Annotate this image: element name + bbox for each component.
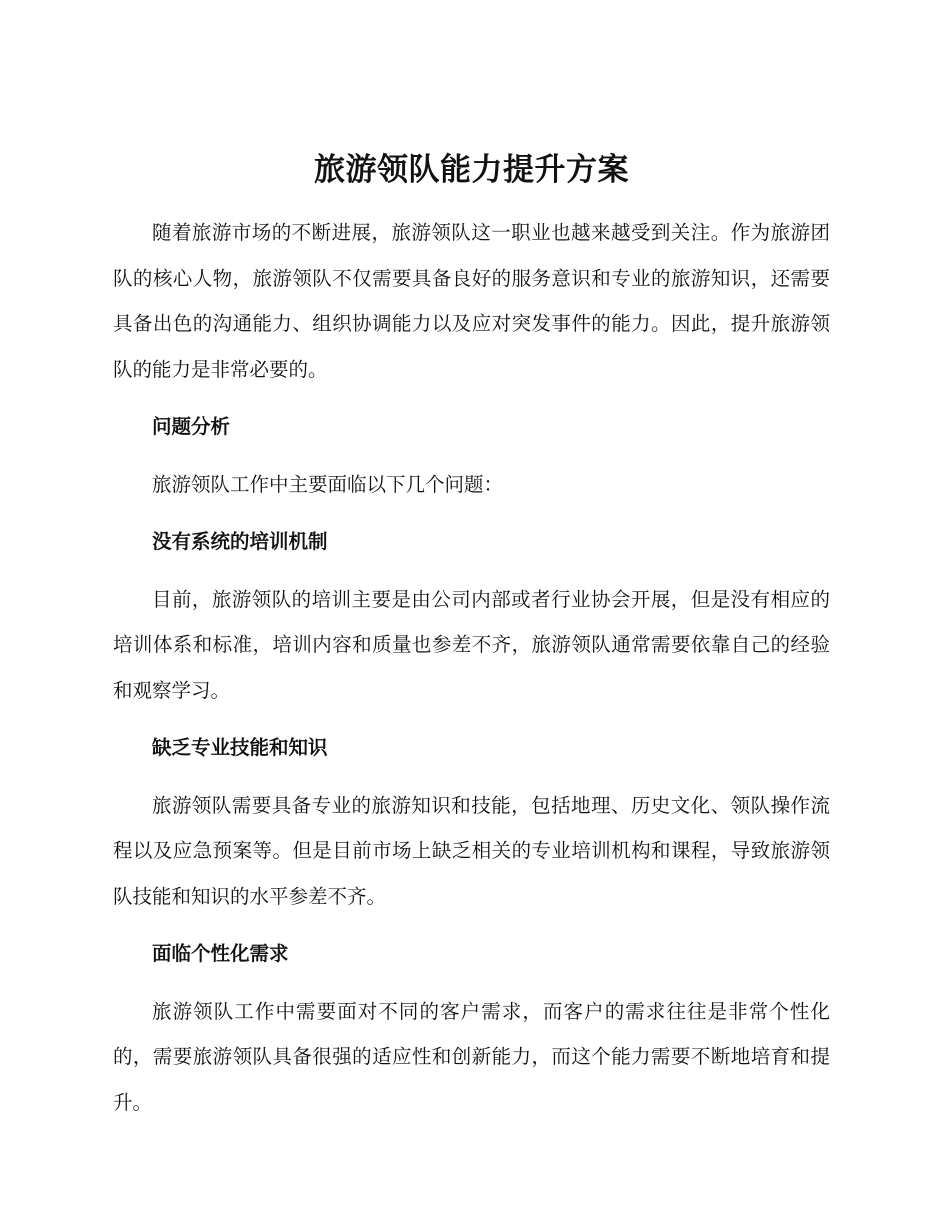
issue-heading-skills: 缺乏专业技能和知识 [152, 736, 328, 759]
issue-body-skills: 旅游领队需要具备专业的旅游知识和技能，包括地理、历史文化、领队操作流程以及应急预案等。但是目前市场上缺乏相关的专业培训机构和课程，导致旅游领队技能和知识的水平参差不齐。 [113, 793, 830, 908]
issue-heading-training: 没有系统的培训机制 [152, 530, 328, 553]
intro-paragraph: 随着旅游市场的不断进展，旅游领队这一职业也越来越受到关注。作为旅游团队的核心人物，旅游领队不仅需要具备良好的服务意识和专业的旅游知识，还需要具备出色的沟通能力、组织协调能力以及应对突发事件的能力。因此，提升旅游领队的能力是非常必要的。 [113, 221, 830, 381]
section-heading-problem-analysis: 问题分析 [152, 415, 231, 438]
issue-body-training: 目前，旅游领队的培训主要是由公司内部或者行业协会开展，但是没有相应的培训体系和标准，培训内容和质量也参差不齐，旅游领队通常需要依靠自己的经验和观察学习。 [113, 587, 830, 702]
document-title: 旅游领队能力提升方案 [314, 152, 629, 188]
issue-heading-personalization: 面临个性化需求 [152, 942, 289, 965]
problem-intro-paragraph: 旅游领队工作中主要面临以下几个问题： [152, 472, 504, 496]
issue-body-personalization: 旅游领队工作中需要面对不同的客户需求，而客户的需求往往是非常个性化的，需要旅游领队具备很强的适应性和创新能力，而这个能力需要不断地培育和提升。 [113, 999, 830, 1114]
